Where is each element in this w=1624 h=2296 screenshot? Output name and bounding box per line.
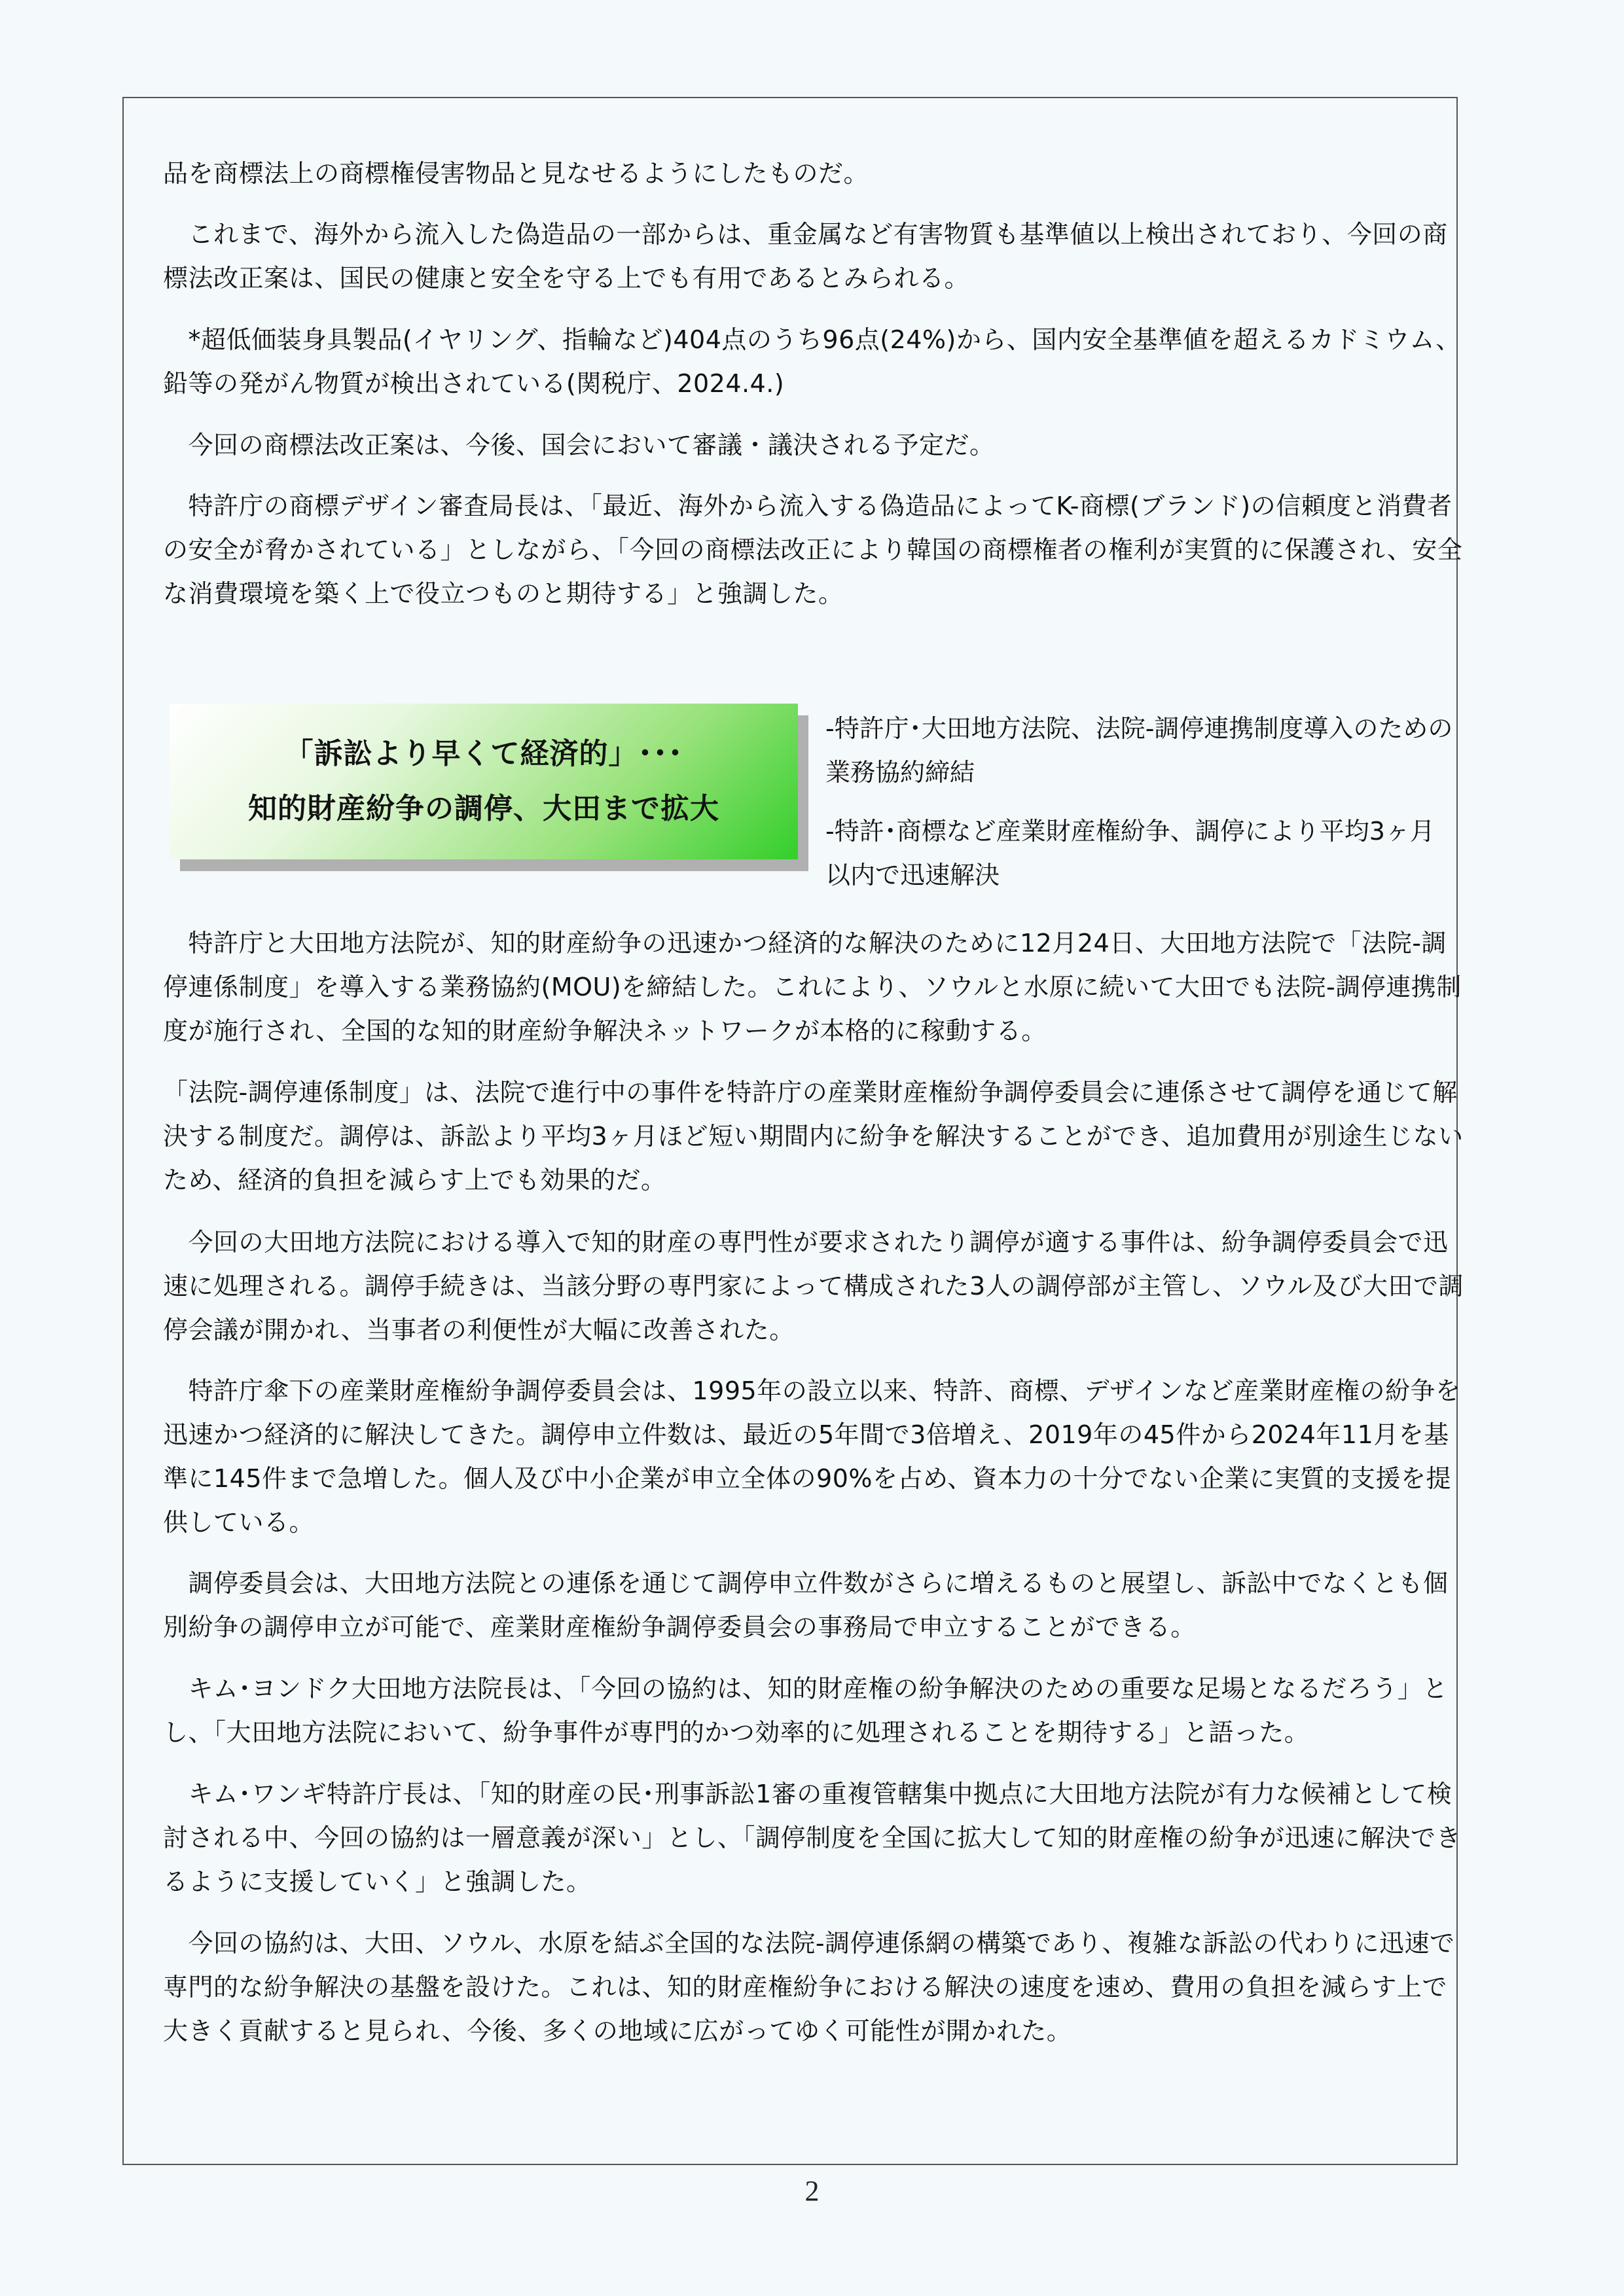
page-frame <box>122 97 1464 2165</box>
article-paragraph-7: キム･ワンギ特許庁長は、「知的財産の民･刑事訴訟1審の重複管轄集中拠点に大田地方法院が有力な候補として検討される中、今回の協約は一層意義が深い」とし、「調停制度を全国に拡大して知的財産権の紛争が迅速に解決できるように支援していく」と強調した。 <box>163 1780 1462 1896</box>
article-paragraph-1: 特許庁と大田地方法院が、知的財産紛争の迅速かつ経済的な解決のために12月24日、大田地方法院で「法院-調停連係制度」を導入する業務協約(MOU)を締結した。これにより、ソウルと水原に続いて大田でも法院-調停連携制度が施行され、全国的な知的財産紛争解決ネットワークが本格的に稼動する。 <box>163 929 1462 1045</box>
headline-box <box>170 704 798 859</box>
paragraph-harmful-substances: これまで、海外から流入した偽造品の一部からは、重金属など有害物質も基準値以上検出されており、今回の商標法改正案は、国民の健康と安全を守る上でも有用であるとみられる。 <box>163 220 1448 293</box>
article-paragraph-5: 調停委員会は、大田地方法院との連係を通じて調停申立件数がさらに増えるものと展望し、訴訟中でなくとも個別紛争の調停申立が可能で、産業財産権紛争調停委員会の事務局で申立することができる。 <box>163 1569 1449 1641</box>
article-paragraph-3: 今回の大田地方法院における導入で知的財産の専門性が要求されたり調停が適する事件は、紛争調停委員会で迅速に処理される。調停手続きは、当該分野の専門家によって構成された3人の調停部が主管し、ソウル及び大田で調停会議が開かれ、当事者の利便性が大幅に改善された。 <box>163 1228 1464 1344</box>
article-paragraph-6: キム･ヨンドク大田地方法院長は、「今回の協約は、知的財産権の紛争解決のための重要な足場となるだろう」とし、「大田地方法院において、紛争事件が専門的かつ効率的に処理されることを期待する」と語った。 <box>163 1674 1448 1747</box>
paragraph-intro: 品を商標法上の商標権侵害物品と見なせるようにしたものだ。 <box>163 159 869 188</box>
page-number: 2 <box>804 2175 820 2207</box>
article-paragraph-8: 今回の協約は、大田、ソウル、水原を結ぶ全国的な法院-調停連係網の構築であり、複雑な訴訟の代わりに迅速で専門的な紛争解決の基盤を設けた。これは、知的財産権紛争における解決の速度を速め、費用の負担を減らす上で大きく貢献すると見られ、今後、多くの地域に広がってゆく可能性が開かれた。 <box>163 1929 1455 2045</box>
headline-line-1: 「訴訟より早くて経済的」･･･ <box>284 737 683 770</box>
headline-line-2: 知的財産紛争の調停、大田まで拡大 <box>248 792 719 825</box>
paragraph-note: *超低価装身具製品(イヤリング、指輪など)404点のうち96点(24%)から、国内安全基準値を超えるカドミウム、鉛等の発がん物質が検出されている(関税庁、2024.4.) <box>163 325 1461 398</box>
paragraph-director-quote: 特許庁の商標デザイン審査局長は、「最近、海外から流入する偽造品によってK-商標(ブランド)の信頼度と消費者の安全が脅かされている」としながら、「今回の商標法改正により韓国の商標権者の権利が実質的に保護され、安全な消費環境を築く上で役立つものと期待する」と強調した。 <box>163 492 1463 608</box>
subhead-1: -特許庁･大田地方法院、法院-調停連携制度導入のための業務協約締結 <box>825 714 1453 787</box>
paragraph-schedule: 今回の商標法改正案は、今後、国会において審議・議決される予定だ。 <box>163 431 995 459</box>
article-paragraph-4: 特許庁傘下の産業財産権紛争調停委員会は、1995年の設立以来、特許、商標、デザインなど産業財産権の紛争を迅速かつ経済的に解決してきた。調停申立件数は、最近の5年間で3倍増え、2019年の45件から2024年11月を基準に145件まで急増した。個人及び中小企業が申立全体の90%を占め、資本力の十分でない企業に実質的支援を提供している。 <box>163 1376 1461 1537</box>
subhead-2: -特許･商標など産業財産権紛争、調停により平均3ヶ月以内で迅速解決 <box>825 817 1435 889</box>
article-paragraph-2: 「法院-調停連係制度」は、法院で進行中の事件を特許庁の産業財産権紛争調停委員会に連係させて調停を通じて解決する制度だ。調停は、訴訟より平均3ヶ月ほど短い期間内に紛争を解決することができ、追加費用が別途生じないため、経済的負担を減らす上でも効果的だ。 <box>163 1078 1464 1194</box>
